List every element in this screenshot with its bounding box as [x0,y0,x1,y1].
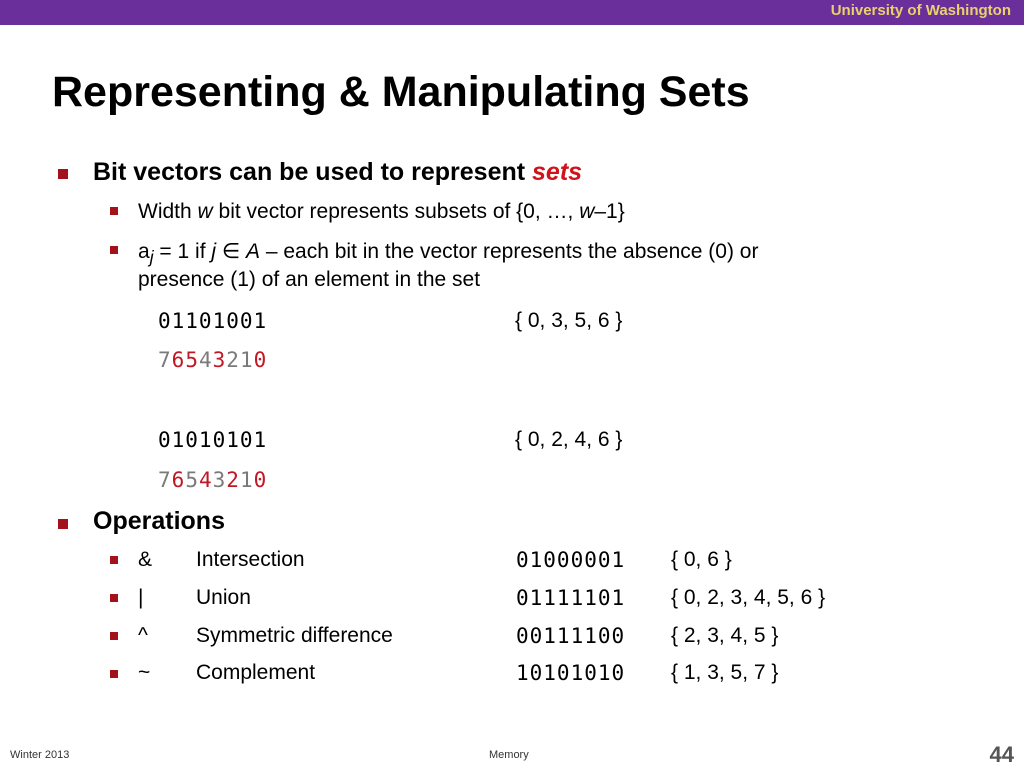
bullet-square-icon [110,670,118,678]
bit-index: 6 [171,468,186,492]
bit-index: 5 [185,348,199,372]
bit-vector: 01010101 [158,428,268,452]
bit-vector: 01101001 [158,309,268,333]
bullet-square-icon [110,556,118,564]
bullet-square-icon [110,594,118,602]
op-symbol: & [138,548,153,571]
bullet-square-icon [110,632,118,640]
set-value: { 0, 3, 5, 6 } [515,309,623,332]
op-name: Intersection [196,548,305,571]
op-symbol: | [138,586,144,609]
bullet-square-icon [110,207,118,215]
op-bits: 01111101 [516,586,626,610]
text-part: = 1 if [153,240,212,263]
slide-title: Representing & Manipulating Sets [52,68,750,116]
bullet-square-icon [58,169,68,179]
bit-index: 7 [158,348,172,372]
bit-index: 5 [185,468,199,492]
bit-index: 1 [239,348,254,372]
org-name: University of Washington [830,2,1011,19]
bit-index: 2 [226,468,240,492]
bit-index: 0 [253,348,268,372]
header-bar [0,0,1024,25]
variable-A: A [246,240,261,263]
bit-index-row [158,348,267,372]
op-set: { 0, 6 } [671,548,732,571]
bullet-1-text: Bit vectors can be used to represent [93,158,533,186]
sub-bullet-membership-line2: presence (1) of an element in the set [138,268,481,291]
text-part: –1} [594,200,625,223]
text-part: bit vector represents subsets of {0, …, [212,200,580,223]
op-bits: 01000001 [516,548,626,572]
op-set: { 0, 2, 3, 4, 5, 6 } [671,586,826,609]
bit-index: 0 [253,468,268,492]
bullet-1 [93,158,582,187]
page-number: 44 [989,742,1014,767]
bullet-square-icon [58,519,68,529]
footer-topic: Memory [489,749,529,761]
bullet-square-icon [110,246,118,254]
element-of-symbol: ∈ [216,240,246,263]
variable-w: w [579,200,595,223]
op-name: Symmetric difference [196,624,393,647]
bit-index: 4 [198,348,213,372]
bit-index-row [158,468,267,492]
bit-index: 4 [198,468,213,492]
variable-w: w [197,200,213,223]
bit-index: 1 [239,468,254,492]
op-symbol: ^ [138,624,148,647]
bit-index: 7 [158,468,172,492]
text-part: – each bit in the vector represents the absence (0) or [260,240,759,263]
subscript-j: j [149,247,154,268]
variable-j: j [211,240,217,263]
bit-index: 3 [212,348,227,372]
op-symbol: ~ [138,661,151,684]
op-bits: 00111100 [516,624,626,648]
sub-bullet-width [138,200,625,224]
set-value: { 0, 2, 4, 6 } [515,428,623,451]
op-name: Complement [196,661,316,684]
bit-index: 2 [226,348,240,372]
op-name: Union [196,586,251,609]
bit-index: 6 [171,348,186,372]
op-bits: 10101010 [516,661,626,685]
text-part: Width [138,200,198,223]
bit-index: 3 [212,468,227,492]
text-part: a [138,240,150,263]
bullet-2: Operations [93,507,225,535]
op-set: { 1, 3, 5, 7 } [671,661,779,684]
op-set: { 2, 3, 4, 5 } [671,624,779,647]
footer-term: Winter 2013 [10,749,70,761]
bullet-1-emphasis: sets [532,158,583,186]
sub-bullet-membership [138,239,758,268]
